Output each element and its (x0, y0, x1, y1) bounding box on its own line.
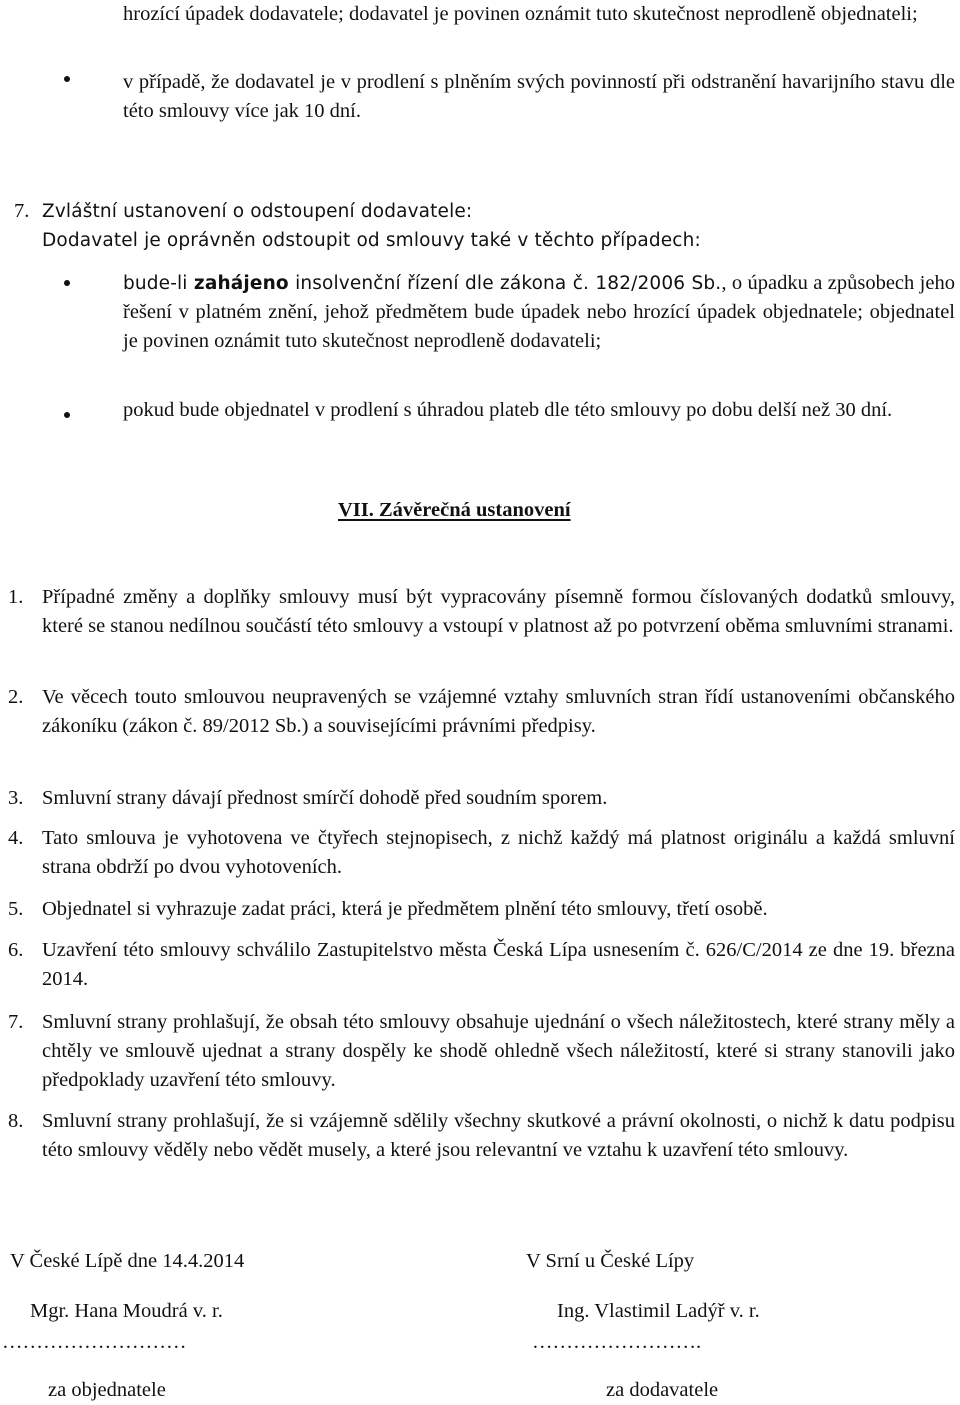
clause-number: 6. (8, 939, 24, 961)
signatory-name-left: Mgr. Hana Moudrá v. r. (30, 1300, 223, 1322)
section-intro: Dodavatel je oprávněn odstoupit od smlouvy také v těchto případech: (42, 230, 701, 251)
signature-place-date-right: V Srní u České Lípy (526, 1250, 695, 1272)
signature-line-right: ……………………. (532, 1331, 702, 1353)
bullet-text-payment: pokud bude objednatel v prodlení s úhradou plateb dle této smlouvy po dobu delší než 30 dní. (123, 399, 893, 421)
clause-number: 4. (8, 827, 24, 849)
signature-line-left: ……………………… (2, 1331, 187, 1353)
bullet-marker (64, 76, 70, 82)
section-number: 7. (14, 200, 30, 222)
signatory-name-right: Ing. Vlastimil Ladýř v. r. (557, 1300, 760, 1322)
insolvency-bold: zahájeno (193, 273, 289, 294)
insolvency-pre: bude-li (123, 273, 194, 294)
bullet-marker (64, 412, 70, 418)
clause-number: 3. (8, 787, 24, 809)
clause-number: 1. (8, 586, 24, 608)
bullet-text-delay: v případě, že dodavatel je v prodlení s plněním svých povinností při odstranění havarijního stavu dle této smlouvy více jak 10 dní. (123, 71, 955, 122)
bullet-continuation-text: hrozící úpadek dodavatele; dodavatel je povinen oznámit tuto skutečnost neprodleně objednateli; (123, 3, 918, 25)
section-title: Zvláštní ustanovení o odstoupení dodavatele: (42, 201, 473, 222)
clause-text: Smluvní strany prohlašují, že si vzájemně sdělily všechny skutkové a právní okolnosti, o nichž k datu podpisu této smlouvy věděly nebo vědět musely, a které jsou relevantní ve vztahu k uzavření této smlouvy. (42, 1110, 955, 1161)
clause-number: 7. (8, 1011, 24, 1033)
clause-number: 2. (8, 686, 24, 708)
clause-text: Smluvní strany prohlašují, že obsah této smlouvy obsahuje ujednání o všech náležitostech, které strany měly a chtěly ve smlouvě ujednat a strany dospěly ke shodě ohledně všech náležitostí, které si strany stanovili jako předpoklady uzavření této smlouvy. (42, 1011, 955, 1091)
clause-number: 5. (8, 898, 24, 920)
bullet-text-insolvency (123, 269, 955, 356)
clause-number: 8. (8, 1110, 24, 1132)
clause-text: Objednatel si vyhrazuje zadat práci, která je předmětem plnění této smlouvy, třetí osobě. (42, 898, 768, 920)
bullet-marker (64, 280, 70, 286)
signature-place-date-left: V České Lípě dne 14.4.2014 (10, 1250, 245, 1272)
insolvency-mid: insolvenční řízení dle zákona č. 182/2006 Sb. (288, 273, 722, 294)
clause-text: Ve věcech touto smlouvou neupravených se vzájemné vztahy smluvních stran řídí ustanoveními občanského zákoníku (zákon č. 89/2012 Sb.) a souvisejícími právními předpisy. (42, 686, 955, 737)
clause-text: Tato smlouva je vyhotovena ve čtyřech stejnopisech, z nichž každý má platnost originálu a každá smluvní strana obdrží po dvou vyhotoveních. (42, 827, 955, 878)
clause-text: Smluvní strany dávají přednost smírčí dohodě před soudním sporem. (42, 787, 608, 809)
final-provisions-heading: VII. Závěrečná ustanovení (338, 499, 571, 521)
signatory-role-left: za objednatele (48, 1379, 166, 1401)
signatory-role-right: za dodavatele (606, 1379, 719, 1401)
clause-text: Případné změny a doplňky smlouvy musí být vypracovány písemně formou číslovaných dodatků smlouvy, které se stanou nedílnou součástí této smlouvy a vstoupí v platnost až po potvrzení oběma smluvními stranami. (42, 586, 955, 637)
insolvency-post: , o úpadku a způsobech jeho řešení v platném znění, jehož předmětem bude úpadek nebo hrozící úpadek objednatele; objednatel je povinen oznámit tuto skutečnost neprodleně dodavateli; (123, 272, 955, 352)
clause-text: Uzavření této smlouvy schválilo Zastupitelstvo města Česká Lípa usnesením č. 626/C/2014 ze dne 19. března 2014. (42, 939, 955, 990)
